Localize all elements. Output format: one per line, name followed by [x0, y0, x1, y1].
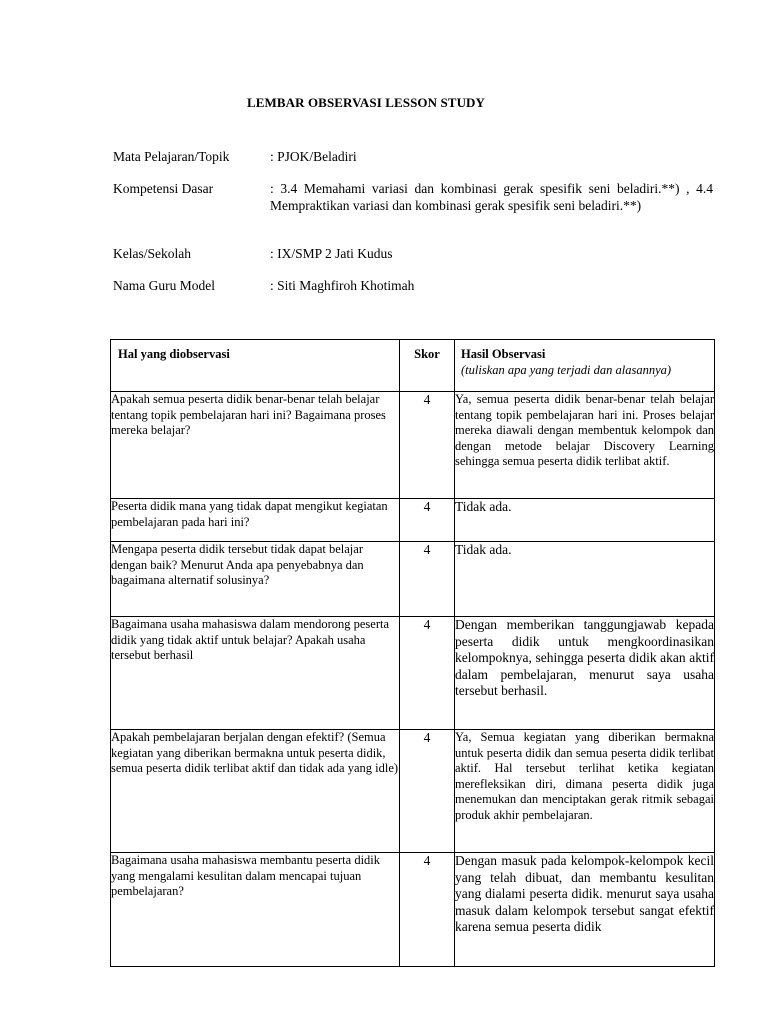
info-label: Kelas/Sekolah [113, 246, 191, 261]
info-label: Nama Guru Model [113, 278, 215, 293]
info-label: Kompetensi Dasar [113, 181, 214, 196]
header-score: Skor [400, 340, 455, 392]
info-value: : 3.4 Memahami variasi dan kombinasi gerak spesifik seni beladiri.**) , 4.4 Mempraktikan variasi dan kombinasi gerak spesifik seni beladiri.**) [270, 181, 713, 213]
table-row [111, 617, 715, 730]
answer-cell: Tidak ada. [455, 499, 715, 542]
score-cell: 4 [400, 853, 455, 967]
score-cell: 4 [400, 392, 455, 499]
answer-cell: Dengan memberikan tanggungjawab kepada peserta didik untuk mengkoordinasikan kelompoknya, sehingga peserta didik akan aktif dalam pembelajaran, menurut saya usaha tersebut berhasil. [455, 617, 715, 730]
info-value: : Siti Maghfiroh Khotimah [270, 278, 415, 293]
score-cell: 4 [400, 730, 455, 853]
header-result-label: Hasil Observasi [461, 347, 546, 361]
answer-cell: Ya, semua peserta didik benar-benar telah belajar tentang topik pembelajaran hari ini. Proses belajar mereka diawali dengan membentuk kelompok dan dengan metode belajar Discovery Learning sehingga semua peserta didik terlibat aktif. [455, 392, 715, 499]
question-cell: Bagaimana usaha mahasiswa dalam mendorong peserta didik yang tidak aktif untuk belajar? Apakah usaha tersebut berhasil [111, 617, 400, 730]
question-cell: Apakah pembelajaran berjalan dengan efektif? (Semua kegiatan yang diberikan bermakna untuk peserta didik, semua peserta didik terlibat aktif dan tidak ada yang idle) [111, 730, 400, 853]
table-header-row [111, 340, 715, 392]
header-item: Hal yang diobservasi [111, 340, 400, 392]
info-row-subject [113, 148, 713, 165]
answer-cell: Ya, Semua kegiatan yang diberikan bermakna untuk peserta didik dan semua peserta didik terlibat aktif. Hal tersebut terlihat ketika kegiatan merefleksikan diri, dimana peserta didik juga menemukan dan menciptakan gerak ritmik sebagai produk akhir pembelajaran. [455, 730, 715, 853]
answer-cell: Dengan masuk pada kelompok-kelompok kecil yang telah dibuat, dan membantu kesulitan yang dialami peserta didik. menurut saya usaha masuk dalam kelompok tersebut sangat efektif karena semua peserta didik [455, 853, 715, 967]
table-row [111, 499, 715, 542]
question-cell: Apakah semua peserta didik benar-benar telah belajar tentang topik pembelajaran hari ini? Bagaimana proses mereka belajar? [111, 392, 400, 499]
info-value: : IX/SMP 2 Jati Kudus [270, 246, 393, 261]
table-row [111, 730, 715, 853]
info-row-teacher [113, 277, 713, 294]
question-cell: Mengapa peserta didik tersebut tidak dapat belajar dengan baik? Menurut Anda apa penyebabnya dan bagaimana alternatif solusinya? [111, 542, 400, 617]
header-result [455, 340, 715, 392]
score-cell: 4 [400, 499, 455, 542]
table-row [111, 853, 715, 967]
table-row [111, 542, 715, 617]
info-row-class-school [113, 245, 713, 262]
info-value: : PJOK/Beladiri [270, 149, 357, 164]
table-row [111, 392, 715, 499]
question-cell: Bagaimana usaha mahasiswa membantu peserta didik yang mengalami kesulitan dalam mencapai tujuan pembelajaran? [111, 853, 400, 967]
question-cell: Peserta didik mana yang tidak dapat mengikut kegiatan pembelajaran pada hari ini? [111, 499, 400, 542]
observation-table [110, 339, 715, 967]
answer-cell: Tidak ada. [455, 542, 715, 617]
score-cell: 4 [400, 542, 455, 617]
info-label: Mata Pelajaran/Topik [113, 149, 230, 164]
info-row-competency [113, 180, 713, 214]
header-result-note: (tuliskan apa yang terjadi dan alasannya) [461, 363, 672, 377]
score-cell: 4 [400, 617, 455, 730]
document-title: LEMBAR OBSERVASI LESSON STUDY [246, 95, 486, 110]
